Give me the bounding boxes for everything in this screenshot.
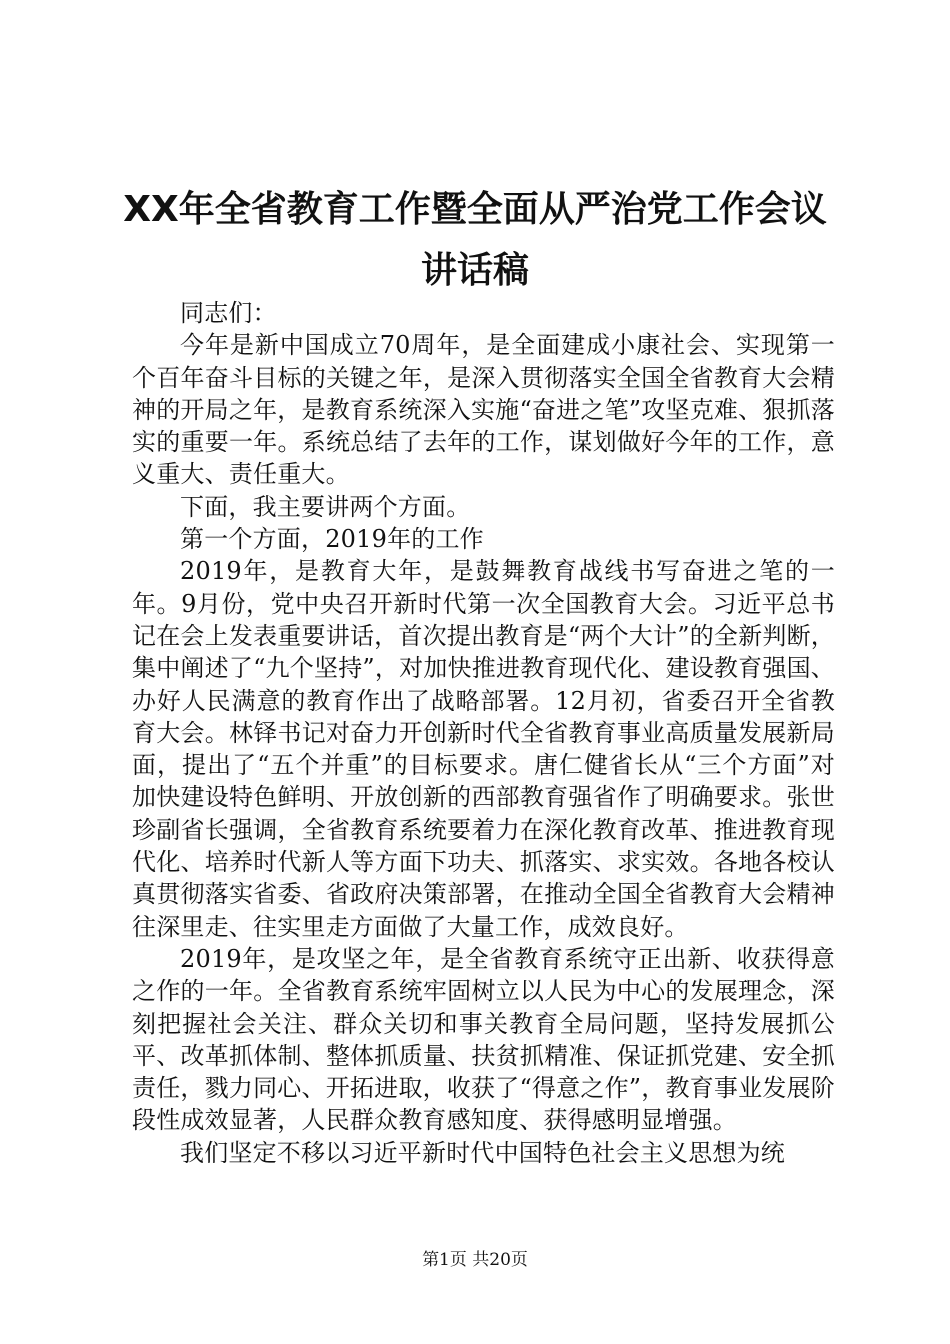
salutation: 同志们： (180, 299, 277, 327)
paragraph: 今年是新中国成立70周年，是全面建成小康社会、实现第一个百年奋斗目标的关键之年，是深入贯彻落实全国全省教育大会精神的开局之年，是教育系统深入实施“奋进之笔”攻坚克难、狠抓落实的重要一年。系统总结了去年的工作，谋划做好今年的工作，意义重大、责任重大。 (132, 331, 835, 489)
document-title-line-2: 讲话稿 (420, 250, 529, 291)
paragraph: 2019年，是攻坚之年，是全省教育系统守正出新、收获得意之作的一年。全省教育系统牢固树立以人民为中心的发展理念，深刻把握社会关注、群众关切和事关教育全局问题，坚持发展抓公平、改革抓体制、整体抓质量、扶贫抓精准、保证抓党建、安全抓责任，戮力同心、开拓进取，收获了“得意之作”，教育事业发展阶段性成效显著，人民群众教育感知度、获得感明显增强。 (132, 944, 835, 1135)
document-body (132, 297, 835, 1169)
paragraph: 我们坚定不移以习近平新时代中国特色社会主义思想为统 (180, 1138, 785, 1167)
paragraph: 2019年，是教育大年，是鼓舞教育战线书写奋进之笔的一年。9月份，党中央召开新时代第一次全国教育大会。习近平总书记在会上发表重要讲话，首次提出教育是“两个大计”的全新判断，集中阐述了“九个坚持”，对加快推进教育现代化、建设教育强国、办好人民满意的教育作出了战略部署。12月初，省委召开全省教育大会。林铎书记对奋力开创新时代全省教育事业高质量发展新局面，提出了“五个并重”的目标要求。唐仁健省长从“三个方面”对加快建设特色鲜明、开放创新的西部教育强省作了明确要求。张世珍副省长强调，全省教育系统要着力在深化教育改革、推进教育现代化、培养时代新人等方面下功夫、抓落实、求实效。各地各校认真贯彻落实省委、省政府决策部署，在推动全国全省教育大会精神往深里走、往实里走方面做了大量工作，成效良好。 (132, 557, 835, 941)
page-number-footer: 第1页 共20页 (422, 1250, 528, 1270)
section-heading: 第一个方面，2019年的工作 (180, 525, 484, 554)
document-title-line-1: XX年全省教育工作暨全面从严治党工作会议 (123, 189, 827, 230)
paragraph: 下面，我主要讲两个方面。 (180, 492, 471, 521)
